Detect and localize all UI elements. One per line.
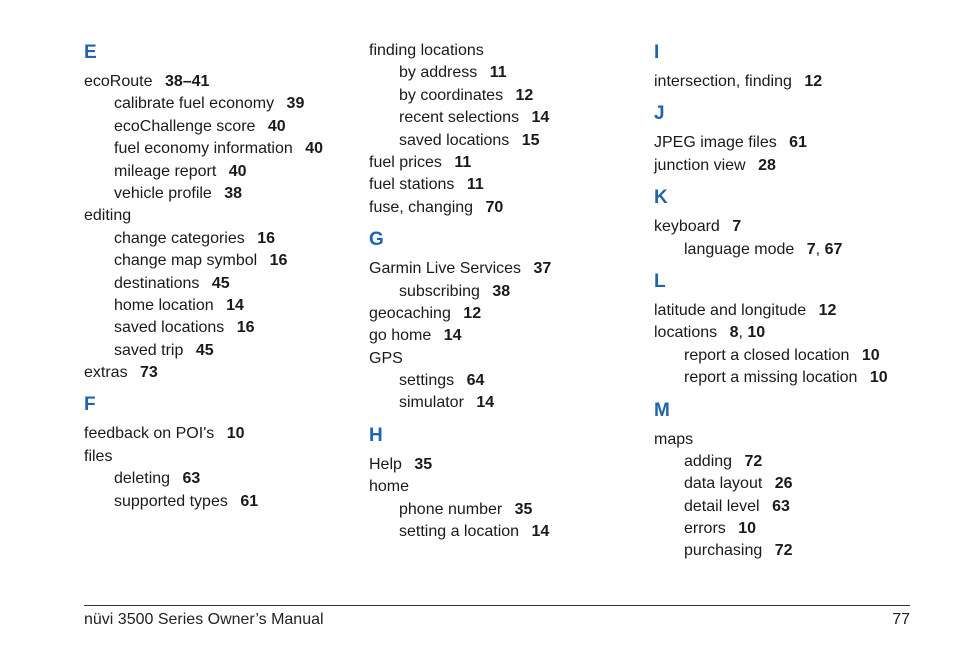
index-page-ref[interactable]: 72	[774, 542, 793, 560]
index-subentry	[84, 116, 354, 138]
index-page-ref[interactable]: 7	[806, 240, 816, 258]
index-subentry	[84, 317, 354, 339]
index-page-ref[interactable]: 39	[286, 95, 305, 113]
index-letter-heading: K	[654, 187, 668, 209]
index-subentry	[369, 130, 639, 152]
index-page-ref[interactable]: 14	[226, 296, 244, 314]
index-page-ref[interactable]: 38–41	[164, 73, 210, 90]
index-term: fuse, changing	[369, 198, 474, 216]
index-entry	[369, 476, 639, 498]
index-term: geocaching	[369, 304, 451, 322]
index-term: supported types	[114, 492, 228, 510]
index-entry	[654, 155, 924, 177]
index-term: deleting	[114, 470, 171, 488]
index-entry	[369, 454, 639, 476]
index-entry	[84, 205, 354, 227]
index-term: fuel economy information	[114, 140, 293, 158]
index-page-ref[interactable]: 12	[515, 86, 534, 104]
index-term: feedback on POI's	[84, 425, 215, 443]
index-page-ref[interactable]: 15	[521, 131, 540, 149]
index-term: vehicle profile	[114, 184, 212, 202]
index-term: GPS	[369, 349, 403, 367]
footer-page-number: 77	[892, 611, 910, 628]
index-page-ref[interactable]: 26	[774, 475, 793, 493]
index-term: fuel prices	[369, 153, 442, 171]
index-entry	[654, 132, 924, 154]
index-subentry	[84, 183, 354, 205]
index-page-ref[interactable]: 28	[758, 156, 776, 174]
index-term: setting a location	[399, 523, 520, 541]
index-term: extras	[84, 364, 128, 382]
index-entry	[369, 348, 639, 370]
index-subentry	[84, 250, 354, 272]
index-entry	[369, 40, 639, 62]
index-subentry	[654, 540, 924, 562]
index-column	[84, 40, 354, 513]
index-entry: locations 8, 10	[654, 324, 766, 342]
index-page-ref[interactable]: 67	[824, 240, 843, 258]
index-page-ref[interactable]: 12	[463, 304, 482, 322]
index-subentry	[369, 281, 639, 303]
index-page-ref[interactable]: 64	[466, 372, 485, 390]
index-page-ref[interactable]: 10	[869, 369, 888, 387]
index-page-ref[interactable]: 12	[818, 301, 837, 319]
index-subentry	[654, 473, 924, 495]
index-page-ref[interactable]: 16	[269, 252, 288, 270]
index-page-ref[interactable]: 14	[443, 327, 462, 345]
index-term: ecoRoute	[84, 73, 153, 90]
index-letter-heading: L	[654, 270, 666, 292]
index-page-ref[interactable]: 45	[195, 341, 214, 359]
index-letter-heading: J	[654, 103, 665, 125]
index-letter-heading: M	[654, 399, 670, 421]
index-subentry	[84, 273, 354, 295]
index-term: finding locations	[369, 42, 484, 59]
index-term: simulator	[399, 394, 464, 412]
index-term: change categories	[114, 229, 245, 247]
index-subentry	[654, 345, 924, 367]
index-entry	[654, 429, 924, 451]
index-subentry	[84, 295, 354, 317]
index-term: saved locations	[399, 131, 510, 149]
index-page-ref[interactable]: 11	[489, 64, 507, 82]
index-page-ref[interactable]: 40	[305, 140, 324, 158]
index-page-ref[interactable]: 14	[531, 523, 550, 541]
index-subentry	[369, 107, 639, 129]
index-term: saved trip	[114, 341, 184, 359]
index-subentry	[84, 161, 354, 183]
index-term: data layout	[684, 475, 763, 493]
index-subentry	[84, 93, 354, 115]
index-entry	[369, 152, 639, 174]
index-page-ref[interactable]: 63	[772, 497, 790, 515]
index-page-ref[interactable]: 38	[492, 282, 511, 300]
index-page-ref[interactable]: 12	[804, 73, 823, 90]
index-term: settings	[399, 372, 455, 390]
index-letter-heading: E	[84, 42, 97, 63]
index-page-ref[interactable]: 11	[466, 176, 484, 194]
index-page-ref[interactable]: 70	[485, 198, 504, 216]
index-entry	[369, 303, 639, 325]
index-page-ref[interactable]: 11	[454, 153, 472, 171]
index-term: latitude and longitude	[654, 301, 807, 319]
index-term: change map symbol	[114, 252, 258, 270]
index-entry	[369, 197, 639, 219]
index-term: report a closed location	[684, 346, 850, 364]
index-entry	[369, 174, 639, 196]
index-page-ref[interactable]: 38	[224, 184, 243, 202]
index-subentry	[369, 62, 639, 84]
index-term: by coordinates	[399, 86, 504, 104]
index-term: keyboard	[654, 218, 720, 236]
index-term: mileage report	[114, 162, 217, 180]
index-page-ref[interactable]: 35	[414, 455, 433, 473]
index-subentry	[369, 521, 639, 543]
index-term: home	[369, 478, 410, 496]
index-term: fuel stations	[369, 176, 455, 194]
index-term: ecoChallenge score	[114, 117, 256, 135]
index-letter-heading: G	[369, 229, 384, 251]
index-entry	[369, 258, 639, 280]
index-column	[369, 40, 639, 543]
index-term: editing	[84, 207, 132, 225]
index-letter-heading: I	[654, 42, 660, 63]
index-subentry	[84, 228, 354, 250]
index-letter-heading: H	[369, 424, 383, 446]
index-term: home location	[114, 296, 214, 314]
index-term: destinations	[114, 274, 200, 292]
index-subentry	[369, 85, 639, 107]
index-page-ref[interactable]: 14	[476, 394, 495, 412]
index-subentry	[654, 451, 924, 473]
index-term: report a missing location	[684, 369, 858, 387]
index-term: phone number	[399, 500, 503, 518]
index-entry	[84, 362, 354, 384]
index-page-ref[interactable]: 61	[789, 134, 807, 152]
index-term: files	[84, 447, 113, 465]
index-term: recent selections	[399, 109, 520, 127]
index-page-ref[interactable]: 8	[729, 324, 739, 342]
index-letter-heading: F	[84, 394, 96, 416]
footer-manual-title: nüvi 3500 Series Owner’s Manual	[84, 611, 324, 628]
index-term: intersection, finding	[654, 73, 792, 90]
index-term: purchasing	[684, 542, 763, 560]
index-term: JPEG image files	[654, 134, 777, 152]
index-page-ref[interactable]: 73	[140, 364, 158, 382]
index-term: locations	[654, 324, 718, 342]
index-term: adding	[684, 452, 733, 470]
index-term: Garmin Live Services	[369, 260, 522, 278]
index-page-ref[interactable]: 7	[732, 218, 742, 236]
index-page-ref[interactable]: 37	[533, 260, 552, 278]
index-term: errors	[684, 520, 726, 538]
index-term: maps	[654, 430, 694, 448]
index-page-ref[interactable]: 10	[738, 520, 757, 538]
index-subentry	[654, 367, 924, 389]
index-entry	[84, 423, 354, 445]
index-entry	[84, 446, 354, 468]
index-subentry	[84, 491, 354, 513]
index-subentry	[84, 468, 354, 490]
index-page-ref[interactable]: 40	[267, 117, 286, 135]
index-term: Help	[369, 455, 402, 473]
index-entry	[654, 71, 924, 93]
index-subentry	[654, 496, 924, 518]
index-page-ref[interactable]: 61	[240, 492, 259, 510]
footer-divider	[84, 605, 910, 606]
index-page-ref[interactable]: 16	[236, 319, 255, 337]
index-term: detail level	[684, 497, 760, 515]
index-page-ref[interactable]: 35	[514, 500, 533, 518]
index-page-ref[interactable]: 16	[257, 229, 276, 247]
index-subentry	[369, 370, 639, 392]
index-subentry	[84, 138, 354, 160]
index-page-ref[interactable]: 10	[226, 425, 245, 443]
index-term: language mode	[684, 240, 795, 258]
index-term: saved locations	[114, 319, 225, 337]
index-page-ref[interactable]: 72	[744, 452, 763, 470]
index-subentry	[84, 340, 354, 362]
index-term: subscribing	[399, 282, 480, 300]
index-column	[654, 40, 924, 563]
index-entry	[654, 216, 924, 238]
index-entry	[654, 300, 924, 322]
index-subentry	[369, 392, 639, 414]
index-entry	[84, 71, 354, 93]
index-page-ref[interactable]: 45	[211, 274, 230, 292]
index-entry	[369, 325, 639, 347]
index-term: calibrate fuel economy	[114, 95, 275, 113]
index-subentry	[369, 499, 639, 521]
index-page-ref[interactable]: 40	[228, 162, 247, 180]
index-term: junction view	[654, 156, 746, 174]
index-page-ref[interactable]: 10	[747, 324, 766, 342]
index-term: go home	[369, 327, 432, 345]
index-page-ref[interactable]: 10	[861, 346, 880, 364]
index-subentry: language mode 7, 67	[684, 240, 843, 258]
index-page-ref[interactable]: 14	[531, 109, 550, 127]
index-term: by address	[399, 64, 478, 82]
index-page-ref[interactable]: 63	[182, 470, 201, 488]
index-subentry	[654, 518, 924, 540]
